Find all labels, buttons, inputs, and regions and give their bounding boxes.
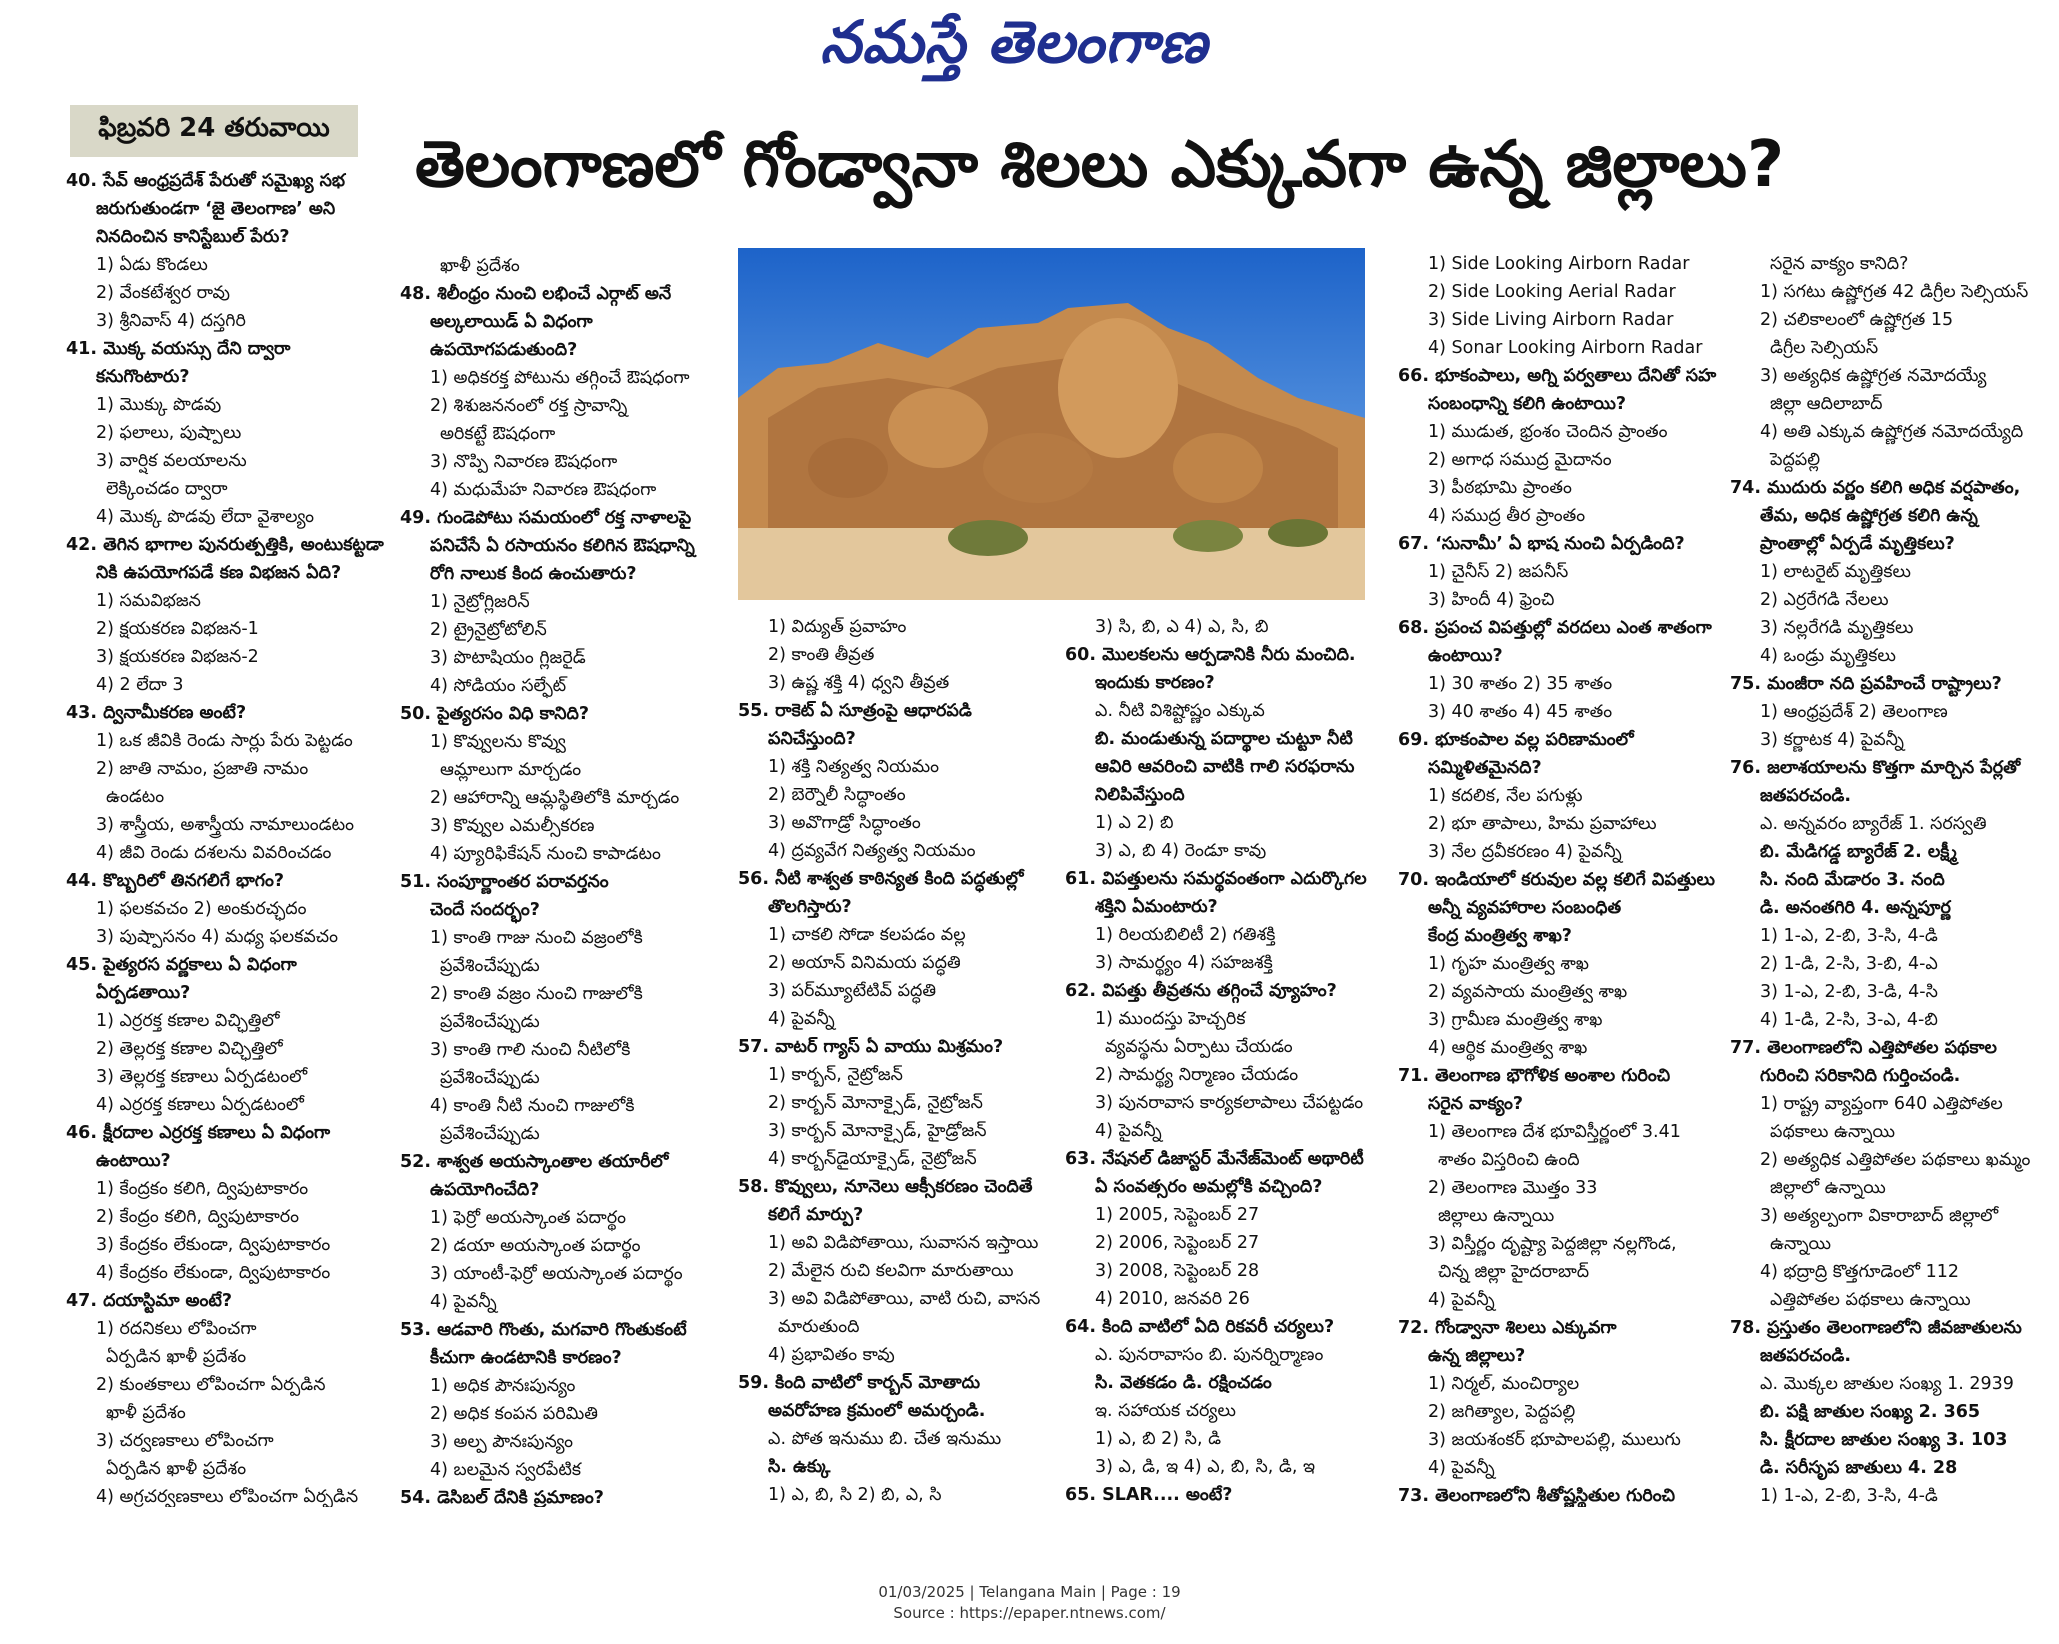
headline: తెలంగాణలో గోండ్వానా శిలలు ఎక్కువగా ఉన్న జిల్లాలు? [415,128,1785,202]
text-line: ఖాళీ ప్రదేశం [440,256,520,276]
option-line: 2) తెలంగాణ మొత్తం 33 [1428,1178,1598,1198]
text-line: సి. వెతకడం డి. రక్షించడం [1095,1373,1272,1393]
option-line: 3) కేంద్రకం లేకుండా, ద్విపుటాకారం [96,1235,331,1255]
question-line: 57. వాటర్ గ్యాస్ ఏ వాయు మిశ్రమం? [738,1037,1004,1057]
text-line: అల్కలాయిడ్ ఏ విధంగా [430,312,593,332]
option-line: 2) 2006, సెప్టెంబర్ 27 [1095,1233,1260,1253]
option-line: 1) ఎ 2) బి [1095,813,1174,833]
option-line: 3) అవి విడిపోతాయి, వాటి రుచి, వాసన [768,1289,1041,1309]
option-line: 4) భద్రాద్రి కొత్తగూడెంలో 112 [1760,1262,1959,1282]
option-line: 3) నల్లరేగడి మృత్తికలు [1760,618,1914,638]
text-line: నిలిపివేస్తుంది [1095,785,1185,805]
option-line: 3) పర్‌మ్యూటేటివ్ పద్ధతి [768,981,937,1001]
option-line: 2) డయా అయస్కాంత పదార్థం [430,1236,641,1256]
text-line: సి. క్షీరదాల జాతుల సంఖ్య 3. 103 [1760,1430,2008,1450]
option-line: 4) ప్యూరిఫికేషన్ నుంచి కాపాడటం [430,844,661,864]
question-line: 50. పైత్యరసం విధి కానిది? [400,704,590,724]
option-line: 1) ఫెర్రో అయస్కాంత పదార్థం [430,1208,626,1228]
text-line: కలిగే మార్పు? [768,1205,864,1225]
option-line: 4) ద్రవ్యవేగ నిత్యత్వ నియమం [768,841,976,861]
option-line: 4) 2010, జనవరి 26 [1095,1289,1250,1309]
option-line: 1) నైట్రోగ్లిజరిన్ [430,592,530,612]
option-line: 4) ప్రభావితం కావు [768,1345,895,1365]
text-line: సంబంధాన్ని కలిగి ఉంటాయి? [1428,394,1627,414]
option-line: 3) అవొగాడ్రో సిద్ధాంతం [768,813,921,833]
date-label: ఫిబ్రవరి 24 తరువాయి [70,105,358,157]
option-line: 3) Side Living Airborn Radar [1428,310,1674,330]
option-line: 3) ఉష్ణ శక్తి 4) ధ్వని తీవ్రత [768,673,950,693]
option-line: 1) ఒక జీవికి రెండు సార్లు పేరు పెట్టడం [96,731,353,751]
option-line: 2) అయాన్ వినిమయ పద్ధతి [768,953,961,973]
question-line: 76. జలాశయాలను కొత్తగా మార్చిన పేర్లతో [1730,758,2021,778]
question-line: 51. సంపూర్ణాంతర పరావర్తనం [400,872,609,892]
option-line: 3) విస్తీర్ణం దృష్ట్యా పెద్దజిల్లా నల్లగొండ, [1428,1234,1677,1254]
column-3 [738,613,1058,1507]
question-line: 61. విపత్తులను సమర్థవంతంగా ఎదుర్కొగల [1065,869,1367,889]
option-line: 3) కాంతి గాలి నుంచి నీటిలోకి [430,1040,631,1060]
option-line: 1) తెలంగాణ దేశ భూవిస్తీర్ణంలో 3.41 [1428,1122,1681,1142]
text-line: ఏర్పడిన ఖాళీ ప్రదేశం [106,1459,247,1479]
question-line: 60. మొలకలను ఆర్పడానికి నీరు మంచిది. [1065,645,1356,665]
text-line: పెద్దపల్లి [1770,450,1821,470]
question-line: 62. విపత్తు తీవ్రతను తగ్గించే వ్యూహం? [1065,981,1337,1001]
option-line: ఎ. అన్నవరం బ్యారేజ్ 1. సరస్వతి [1760,814,1987,834]
column-4 [1065,613,1385,1507]
option-line: ఎ. మొక్కల జాతుల సంఖ్య 1. 2939 [1760,1374,2014,1394]
option-line: 2) జాతి నామం, ప్రజాతి నామం [96,759,309,779]
option-line: 1) చాకలి సోడా కలపడం వల్ల [768,925,966,945]
text-line: జతపరచండి. [1760,786,1851,806]
text-line: ఏర్పడిన ఖాళీ ప్రదేశం [106,1347,247,1367]
text-line: సి. ఉక్కు [768,1457,831,1477]
question-line: 42. తెగిన భాగాల పునరుత్పత్తికి, అంటుకట్టడా [66,535,384,555]
option-line: 3) కర్ణాటక 4) పైవన్నీ [1760,730,1904,750]
option-line: 3) పుష్పాసనం 4) మధ్య ఫలకవచం [96,927,338,947]
option-line: 1) శక్తి నిత్యత్వ నియమం [768,757,939,777]
option-line: 4) ఒండ్రు మృత్తికలు [1760,646,1896,666]
option-line: 2) 1-డి, 2-సి, 3-బి, 4-ఎ [1760,954,1938,974]
text-line: వ్యవస్థను ఏర్పాటు చేయడం [1105,1037,1293,1057]
option-line: 1) అధికరక్త పోటును తగ్గించే ఔషధంగా [430,368,690,388]
option-line: 1) ఎ, బి, సి 2) బి, ఎ, సి [768,1485,942,1505]
option-line: 2) అధిక కంపన పరిమితి [430,1404,598,1424]
option-line: 3) ఎ, బి 4) రెండూ కావు [1095,841,1267,861]
footer-page-info: 01/03/2025 | Telangana Main | Page : 19 [878,1583,1181,1601]
column-6 [1730,250,2050,1507]
text-line: ఉంటాయి? [1428,646,1503,666]
option-line: 2) కార్బన్ మోనాక్సైడ్, నైట్రోజన్ [768,1093,983,1113]
option-line: 4) మొక్క పొడవు లేదా వైశాల్యం [96,507,314,527]
text-line: ప్రవేశించేప్పుడు [440,1068,540,1088]
option-line: 1) Side Looking Airborn Radar [1428,254,1690,274]
option-line: 2) అగాధ సముద్ర మైదానం [1428,450,1612,470]
text-line: జిల్లాలో ఉన్నాయి [1770,1178,1886,1198]
option-line: 3) అల్ప పౌనఃపున్యం [430,1432,574,1452]
option-line: 2) ఫలాలు, పుష్పాలు [96,423,242,443]
text-line: శాతం విస్తరించి ఉంది [1438,1150,1580,1170]
text-line: రోగి నాలుక కింద ఉంచుతారు? [430,564,637,584]
option-line: 3) 40 శాతం 4) 45 శాతం [1428,702,1613,722]
option-line: ఎ. నీటి విశిష్టోష్ణం ఎక్కువ [1095,701,1265,721]
option-line: 1) ఆంధ్రప్రదేశ్ 2) తెలంగాణ [1760,702,1948,722]
option-line: 1) ఏడు కొండలు [96,255,208,275]
question-line: 77. తెలంగాణలోని ఎత్తిపోతల పథకాల [1730,1038,1997,1058]
option-line: 3) 1-ఎ, 2-బి, 3-డి, 4-సి [1760,982,1938,1002]
option-line: 3) జయశంకర్ భూపాలపల్లి, ములుగు [1428,1430,1681,1450]
text-line: కనుగొంటారు? [96,367,190,387]
question-line: 52. శాశ్వత అయస్కాంతాల తయారీలో [400,1152,669,1172]
option-line: 4) 1-డి, 2-సి, 3-ఎ, 4-బి [1760,1010,1938,1030]
option-line: 1) కాంతి గాజు నుంచి వజ్రంలోకి [430,928,643,948]
text-line: ఖాళీ ప్రదేశం [106,1403,186,1423]
option-line: 1) ముడుత, భ్రంశం చెందిన ప్రాంతం [1428,422,1668,442]
option-line: 2) తెల్లరక్త కణాల విచ్ఛిత్తిలో [96,1039,283,1059]
option-line: 3) సామర్థ్యం 4) సహజశక్తి [1095,953,1273,973]
option-line: 4) ఎర్రరక్త కణాలు ఏర్పడటంలో [96,1095,304,1115]
option-line: 1) కదలిక, నేల పగుళ్లు [1428,786,1583,806]
text-line: ఆమ్లాలుగా మార్చడం [440,760,582,780]
question-line: 75. మంజీరా నది ప్రవహించే రాష్ట్రాలు? [1730,674,2002,694]
option-line: 4) కాంతి నీటి నుంచి గాజులోకి [430,1096,635,1116]
text-line: శక్తిని ఏమంటారు? [1095,897,1218,917]
text-line: ఉండటం [106,787,165,807]
question-line: 45. పైత్యరస వర్ణకాలు ఏ విధంగా [66,955,297,975]
text-line: డిగ్రీల సెల్సియస్ [1770,338,1879,358]
question-line: 58. కొవ్వులు, నూనెలు ఆక్సీకరణం చెందితే [738,1177,1033,1197]
option-line: 2) వేంకటేశ్వర రావు [96,283,230,303]
option-line: ఎ. పునరావాసం బి. పునర్నిర్మాణం [1095,1345,1324,1365]
option-line: 4) సముద్ర తీర ప్రాంతం [1428,506,1586,526]
option-line: 4) పైవన్నీ [1428,1290,1495,1310]
text-line: ఆవిరి ఆవరించి వాటికి గాలి సరఫరాను [1095,757,1355,777]
option-line: 4) మధుమేహ నివారణ ఔషధంగా [430,480,657,500]
question-line: 71. తెలంగాణ భౌగోళిక అంశాల గురించి [1398,1066,1671,1086]
question-line: 41. మొక్క వయస్సు దేని ద్వారా [66,339,291,359]
text-line: లెక్కించడం ద్వారా [106,479,228,499]
question-line: 73. తెలంగాణలోని శీతోష్ణస్థితుల గురించి [1398,1486,1676,1506]
question-line: 70. ఇండియాలో కరువుల వల్ల కలిగే విపత్తులు [1398,870,1715,890]
text-line: కేంద్ర మంత్రిత్వ శాఖ? [1428,926,1572,946]
text-line: డి. అనంతగిరి 4. అన్నపూర్ణ [1760,898,1951,918]
option-line: 3) గ్రామీణ మంత్రిత్వ శాఖ [1428,1010,1603,1030]
question-line: 67. ‘సునామీ’ ఏ భాష నుంచి ఏర్పడింది? [1398,534,1685,554]
option-line: 2) కాంతి తీవ్రత [768,645,875,665]
option-line: 4) ఆర్థిక మంత్రిత్వ శాఖ [1428,1038,1588,1058]
option-line: 3) యాంటీ-ఫెర్రో అయస్కాంత పదార్థం [430,1264,683,1284]
text-line: ప్రాంతాల్లో ఏర్పడే మృత్తికలు? [1760,534,1955,554]
option-line: 2) భూ తాపాలు, హిమ ప్రవాహాలు [1428,814,1657,834]
column-2 [400,252,730,1507]
option-line: 2) ఆహారాన్ని ఆమ్లస్థితిలోకి మార్చడం [430,788,680,808]
option-line: 3) కొవ్వుల ఎమల్సీకరణ [430,816,595,836]
option-line: 3) సి, బి, ఎ 4) ఎ, సి, బి [1095,617,1269,637]
text-line: తొలగిస్తారు? [768,897,852,917]
text-line: ఉన్నాయి [1770,1234,1832,1254]
text-line: చెందే సందర్భం? [430,900,540,920]
option-line: 4) 2 లేదా 3 [96,675,184,695]
question-line: 65. SLAR.... అంటే? [1065,1485,1233,1505]
text-line: ఏర్పడతాయి? [96,983,191,1003]
question-line: 44. కొబ్బరిలో తినగలిగే భాగం? [66,871,284,891]
option-line: 2) శిశుజననంలో రక్త స్రావాన్ని [430,396,628,416]
option-line: 1) కార్బన్, నైట్రోజన్ [768,1065,903,1085]
text-line: సరైన వాక్యం కానిది? [1770,254,1909,274]
text-line: బి. మండుతున్న పదార్థాల చుట్టూ నీటి [1095,729,1353,749]
question-line: 63. నేషనల్ డిజాస్టర్ మేనేజ్‌మెంట్ అథారిటీ [1065,1149,1364,1169]
option-line: ఎ. పోత ఇనుము బి. చేత ఇనుము [768,1429,1002,1449]
option-line: 3) హిందీ 4) ఫ్రెంచి [1428,590,1555,610]
question-line: 78. ప్రస్తుతం తెలంగాణలోని జీవజాతులను [1730,1318,2022,1338]
option-line: 1) కొవ్వులను కొవ్వు [430,732,566,752]
option-line: 2) జగిత్యాల, పెద్దపల్లి [1428,1402,1576,1422]
question-line: 47. దయాస్టిమా అంటే? [66,1291,233,1311]
text-line: అన్నీ వ్యవహారాల సంబంధిత [1428,898,1622,918]
column-5 [1398,250,1718,1507]
question-line: 55. రాకెట్ ఏ సూత్రంపై ఆధారపడి [738,701,972,721]
option-line: 2) ఎర్రరేగడి నేలలు [1760,590,1889,610]
text-line: అవరోహణ క్రమంలో అమర్చండి. [768,1401,986,1421]
option-line: 1) రాష్ట్ర వ్యాప్తంగా 640 ఎత్తిపోతల [1760,1094,2003,1114]
text-line: గురించి సరికానిది గుర్తించండి. [1760,1066,1961,1086]
option-line: 1) ముందస్తు హెచ్చరిక [1095,1009,1246,1029]
text-line: జరుగుతుండగా ‘జై తెలంగాణ’ అని [96,199,336,219]
option-line: 1) రిలయబిలిటీ 2) గతిశక్తి [1095,925,1276,945]
text-line: జిల్లా ఆదిలాబాద్ [1770,394,1883,414]
column-1 [66,167,386,1507]
option-line: 3) కార్బన్ మోనాక్సైడ్, హైడ్రోజన్ [768,1121,987,1141]
question-line: 53. ఆడవారి గొంతు, మగవారి గొంతుకంటే [400,1320,687,1340]
question-line: 49. గుండెపోటు సమయంలో రక్త నాళాలపై [400,508,692,528]
question-line: 59. కింది వాటిలో కార్బన్ మోతాదు [738,1373,981,1393]
text-line: సమ్మిళితమైనది? [1428,758,1542,778]
sandstone-rock-photo [738,248,1365,600]
option-line: 3) 2008, సెప్టెంబర్ 28 [1095,1261,1260,1281]
text-line: పనిచేసే ఏ రసాయనం కలిగిన ఔషధాన్ని [430,536,695,556]
option-line: 3) శాస్త్రీయ, అశాస్త్రీయ నామాలుండటం [96,815,355,835]
option-line: 1) అవి విడిపోతాయి, సువాసన ఇస్తాయి [768,1233,1039,1253]
text-line: ప్రవేశించేప్పుడు [440,1012,540,1032]
option-line: 4) అగ్రచర్వణకాలు లోపించగా ఏర్పడిన [96,1487,359,1507]
option-line: 4) బలమైన స్వరపేటిక [430,1460,581,1480]
text-line: ఇందుకు కారణం? [1095,673,1215,693]
option-line: 1) 1-ఎ, 2-బి, 3-సి, 4-డి [1760,926,1938,946]
option-line: 2) బెర్నౌలీ సిద్ధాంతం [768,785,906,805]
option-line: 3) నేల ద్రవీకరణం 4) పైవన్నీ [1428,842,1622,862]
option-line: 1) 1-ఎ, 2-బి, 3-సి, 4-డి [1760,1486,1938,1506]
text-line: ఉపయోగించేది? [430,1180,540,1200]
question-line: 43. ద్వినామీకరణ అంటే? [66,703,247,723]
option-line: 2) సామర్థ్య నిర్మాణం చేయడం [1095,1065,1299,1085]
option-line: 1) ఎ, బి 2) సి, డి [1095,1429,1222,1449]
question-line: 54. డెసిబల్ దేనికి ప్రమాణం? [400,1488,604,1507]
option-line: 3) పీఠభూమి ప్రాంతం [1428,478,1572,498]
question-line: 48. శిలీంధ్రం నుంచి లభించే ఎర్గాట్ అనే [400,284,672,304]
option-line: 4) సోడియం సల్ఫేట్ [430,676,567,696]
option-line: 3) పునరావాస కార్యకలాపాలు చేపట్టడం [1095,1093,1364,1113]
text-line: పనిచేస్తుంది? [768,729,856,749]
text-line: డి. సరీసృప జాతులు 4. 28 [1760,1458,1958,1478]
option-line: 4) పైవన్నీ [768,1009,835,1029]
option-line: 1) సగటు ఉష్ణోగ్రత 42 డిగ్రీల సెల్సియస్ [1760,282,2029,302]
option-line: 2) వ్యవసాయ మంత్రిత్వ శాఖ [1428,982,1628,1002]
option-line: 3) చర్వణకాలు లోపించగా [96,1431,274,1451]
text-line: బి. మేడిగడ్డ బ్యారేజ్ 2. లక్ష్మీ [1760,842,1957,862]
text-line: నినదించిన కానిస్టేబుల్ పేరు? [96,227,290,247]
question-line: 46. క్షీరదాల ఎర్రరక్త కణాలు ఏ విధంగా [66,1123,331,1143]
question-line: 64. కింది వాటిలో ఏది రికవరీ చర్యలు? [1065,1317,1335,1337]
option-line: 4) పైవన్నీ [430,1292,497,1312]
option-line: 2) మేలైన రుచి కలవిగా మారుతాయి [768,1261,1014,1281]
option-line: 1) రదనికలు లోపించగా [96,1319,257,1339]
option-line: ఇ. సహాయక చర్యలు [1095,1401,1236,1421]
option-line: 1) నిర్మల్, మంచిర్యాల [1428,1374,1580,1394]
option-line: 1) 2005, సెప్టెంబర్ 27 [1095,1205,1260,1225]
option-line: 3) వార్షిక వలయాలను [96,451,247,471]
question-line: 68. ప్రపంచ విపత్తుల్లో వరదలు ఎంత శాతంగా [1398,618,1712,638]
text-line: పథకాలు ఉన్నాయి [1770,1122,1896,1142]
text-line: తేమ, అధిక ఉష్ణోగ్రత కలిగి ఉన్న [1760,506,1978,526]
option-line: 1) మొక్కు పొడవు [96,395,222,415]
option-line: 1) ఫలకవచం 2) అంకురచ్ఛదం [96,899,307,919]
text-line: జిల్లాలు ఉన్నాయి [1438,1206,1555,1226]
text-line: ఉంటాయి? [96,1151,171,1171]
text-line: సరైన వాక్యం? [1428,1094,1523,1114]
option-line: 3) ఎ, డి, ఇ 4) ఎ, బి, సి, డి, ఇ [1095,1457,1316,1477]
text-line: ఉపయోగపడుతుంది? [430,340,578,360]
text-line: బి. పక్షి జాతుల సంఖ్య 2. 365 [1760,1402,1981,1422]
text-line: నికి ఉపయోగపడే కణ విభజన ఏది? [96,563,342,583]
option-line: 2) ట్రైనైట్రోటోలిన్ [430,620,547,640]
option-line: 1) లాటరైట్ మృత్తికలు [1760,562,1911,582]
text-line: ఎత్తిపోతల పథకాలు ఉన్నాయి [1770,1290,1971,1310]
text-line: అరికట్టే ఔషధంగా [440,424,556,444]
text-line: ఉన్న జిల్లాలు? [1428,1346,1526,1366]
question-line: 40. సేవ్ ఆంధ్రప్రదేశ్ పేరుతో సమైఖ్య సభ [66,171,346,191]
option-line: 1) విద్యుత్ ప్రవాహం [768,617,907,637]
text-line: మారుతుంది [778,1317,860,1337]
option-line: 3) అత్యల్పంగా వికారాబాద్ జిల్లాలో [1760,1206,1999,1226]
option-line: 2) చలికాలంలో ఉష్ణోగ్రత 15 [1760,310,1954,330]
question-line: 66. భూకంపాలు, అగ్ని పర్వతాలు దేనితో సహ [1398,366,1717,386]
option-line: 3) నొప్పి నివారణ ఔషధంగా [430,452,618,472]
option-line: 1) కేంద్రకం కలిగి, ద్విపుటాకారం [96,1179,309,1199]
option-line: 3) పొటాషియం గ్లిజరైడ్ [430,648,586,668]
option-line: 4) అతి ఎక్కువ ఉష్ణోగ్రత నమోదయ్యేది [1760,422,2024,442]
option-line: 3) తెల్లరక్త కణాలు ఏర్పడటంలో [96,1067,308,1087]
question-line: 72. గోండ్వానా శిలలు ఎక్కువగా [1398,1318,1617,1338]
text-line: సి. నంది మేడారం 3. నంది [1760,870,1945,890]
option-line: 1) సమవిభజన [96,591,201,611]
option-line: 4) పైవన్నీ [1428,1458,1495,1478]
option-line: 3) అత్యధిక ఉష్ణోగ్రత నమోదయ్యే [1760,366,1987,386]
text-line: జతపరచండి. [1760,1346,1851,1366]
masthead-logo: నమస్తే తెలంగాణ [820,8,1208,76]
text-line: చిన్న జిల్లా హైదరాబాద్ [1438,1262,1590,1282]
question-line: 69. భూకంపాల వల్ల పరిణామంలో [1398,730,1634,750]
option-line: 3) క్షయకరణ విభజన-2 [96,647,259,667]
option-line: 1) అధిక పౌనఃపున్యం [430,1376,576,1396]
option-line: 2) కుంతకాలు లోపించగా ఏర్పడిన [96,1375,326,1395]
question-line: 74. ముదురు వర్ణం కలిగి అధిక వర్షపాతం, [1730,478,2021,498]
option-line: 1) ఎర్రరక్త కణాల విచ్ఛిత్తిలో [96,1011,280,1031]
question-line: 56. నీటి శాశ్వత కాఠిన్యత కింది పద్ధతుల్లో [738,869,1024,889]
option-line: 4) జీవి రెండు దశలను వివరించడం [96,843,332,863]
option-line: 1) గృహ మంత్రిత్వ శాఖ [1428,954,1590,974]
footer-source: Source : https://epaper.ntnews.com/ [893,1604,1166,1622]
option-line: 2) అత్యధిక ఎత్తిపోతల పథకాలు ఖమ్మం [1760,1150,2031,1170]
option-line: 2) Side Looking Aerial Radar [1428,282,1676,302]
text-line: ప్రవేశించేప్పుడు [440,1124,540,1144]
option-line: 4) Sonar Looking Airborn Radar [1428,338,1703,358]
option-line: 2) కాంతి వజ్రం నుంచి గాజులోకి [430,984,643,1004]
text-line: కీచుగా ఉండటానికి కారణం? [430,1348,622,1368]
option-line: 4) కార్బన్‌డైయాక్సైడ్, నైట్రోజన్ [768,1149,977,1169]
option-line: 4) కేంద్రకం లేకుండా, ద్విపుటాకారం [96,1263,331,1283]
option-line: 3) శ్రీనివాస్ 4) దస్తగిరి [96,311,246,331]
text-line: ఏ సంవత్సరం అమల్లోకి వచ్చింది? [1095,1177,1323,1197]
option-line: 2) కేంద్రం కలిగి, ద్విపుటాకారం [96,1207,299,1227]
text-line: ప్రవేశించేప్పుడు [440,956,540,976]
option-line: 1) చైనీస్ 2) జపనీస్ [1428,562,1569,582]
option-line: 1) 30 శాతం 2) 35 శాతం [1428,674,1613,694]
option-line: 4) పైవన్నీ [1095,1121,1162,1141]
option-line: 2) క్షయకరణ విభజన-1 [96,619,259,639]
